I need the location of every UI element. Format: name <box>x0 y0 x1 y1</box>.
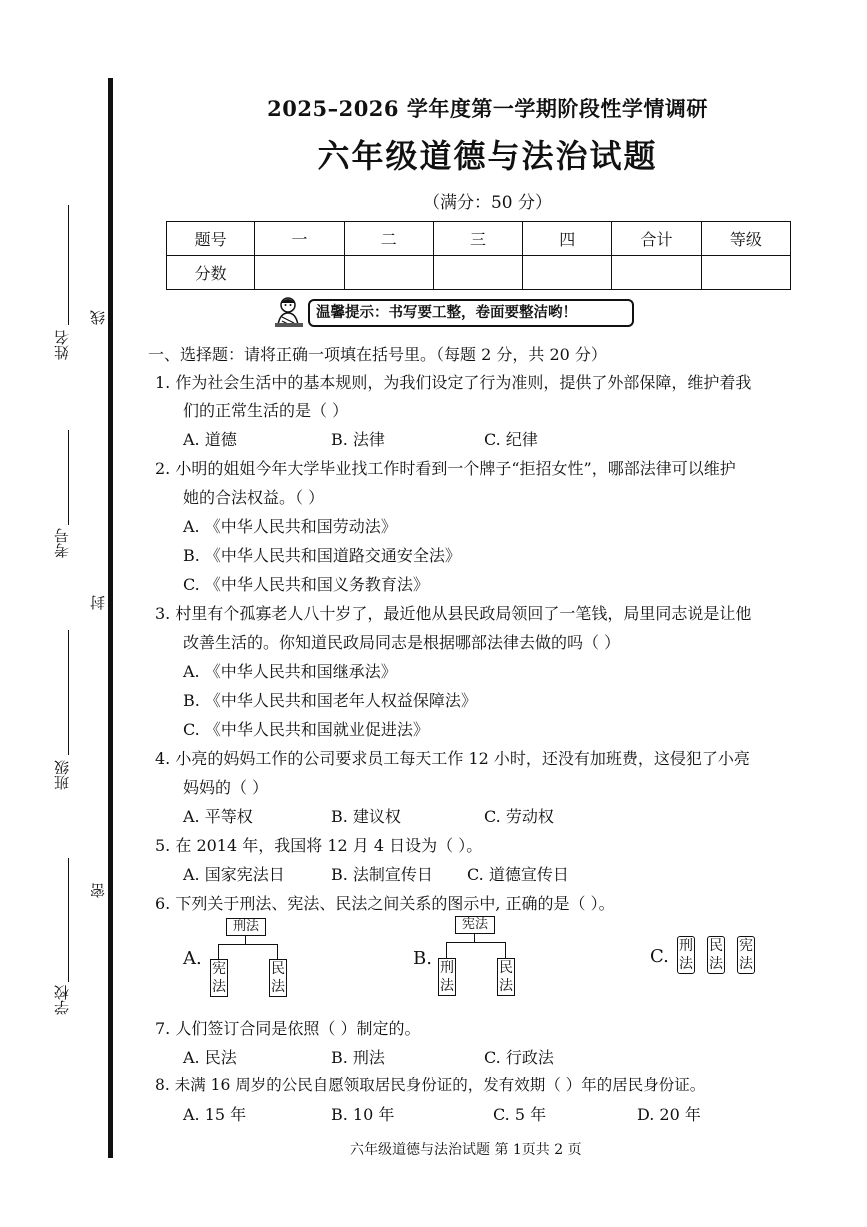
question-4-option-b[interactable]: B. 建议权 <box>331 807 401 826</box>
question-3-line-2: 改善生活的。你知道民政局同志是根据哪部法律去做的吗（ ） <box>183 633 621 652</box>
exam-no-blank[interactable] <box>68 430 69 525</box>
question-8-option-b[interactable]: B. 10 年 <box>331 1105 395 1124</box>
score-cell[interactable] <box>701 256 790 290</box>
score-cell[interactable] <box>344 256 433 290</box>
table-cell: 合计 <box>612 222 701 256</box>
score-table-score-row <box>167 256 791 290</box>
question-4-line-1: 4. 小亮的妈妈工作的公司要求员工每天工作 12 小时，还没有加班费，这侵犯了小亮 <box>155 749 750 768</box>
question-7-option-c[interactable]: C. 行政法 <box>484 1048 554 1067</box>
table-cell: 题号 <box>167 222 255 256</box>
question-6-line-1: 6. 下列关于刑法、宪法、民法之间关系的图示中, 正确的是（ ）。 <box>155 894 615 913</box>
name-blank[interactable] <box>68 205 69 325</box>
seal-word-seal: 封 <box>89 595 107 610</box>
seal-word-line: 线 <box>89 310 107 325</box>
section-heading: 一、选择题：请将正确一项填在括号里。（每题 2 分，共 20 分） <box>148 345 607 364</box>
question-4-line-2: 妈妈的（ ） <box>183 778 269 797</box>
question-2-option-c[interactable]: C. 《中华人民共和国义务教育法》 <box>183 575 429 594</box>
school-label: 学校 <box>53 985 71 1015</box>
diagram-b-left-box: 刑 法 <box>440 960 454 994</box>
full-score: （满分：50 分） <box>422 193 553 213</box>
diagram-c-box-2: 民 法 <box>709 938 723 972</box>
exam-title: 六年级道德与法治试题 <box>317 137 658 175</box>
question-2-option-b[interactable]: B. 《中华人民共和国道路交通安全法》 <box>183 546 461 565</box>
diagram-c-box-1: 刑 法 <box>679 938 693 972</box>
question-2-option-a[interactable]: A. 《中华人民共和国劳动法》 <box>183 517 397 536</box>
question-7-option-a[interactable]: A. 民法 <box>183 1048 237 1067</box>
question-1-option-b[interactable]: B. 法律 <box>331 430 385 449</box>
question-7-option-b[interactable]: B. 刑法 <box>331 1048 385 1067</box>
question-3-line-1: 3. 村里有个孤寡老人八十岁了，最近他从县民政局领回了一笔钱，局里同志说是让他 <box>155 604 752 623</box>
question-3-option-c[interactable]: C. 《中华人民共和国就业促进法》 <box>183 720 429 739</box>
question-6-option-a-label[interactable]: A. <box>183 948 202 969</box>
question-8-option-a[interactable]: A. 15 年 <box>183 1105 247 1124</box>
seal-word-secret: 密 <box>89 883 107 898</box>
question-4-option-c[interactable]: C. 劳动权 <box>484 807 554 826</box>
student-writing-icon <box>272 295 306 329</box>
question-5-line-1: 5. 在 2014 年，我国将 12 月 4 日设为（ ）。 <box>155 836 483 855</box>
question-8-line-1: 8. 未满 16 周岁的公民自愿领取居民身份证的，发有效期（ ）年的居民身份证。 <box>155 1076 706 1094</box>
question-1-line-1: 1. 作为社会生活中的基本规则，为我们设定了行为准则，提供了外部保障，维护着我 <box>155 373 752 392</box>
score-cell[interactable] <box>433 256 522 290</box>
question-6-option-c-label[interactable]: C. <box>650 946 669 967</box>
table-cell: 二 <box>344 222 433 256</box>
diagram-b-top-box: 宪法 <box>455 916 495 934</box>
question-5-option-c[interactable]: C. 道德宣传日 <box>467 865 569 884</box>
score-cell[interactable] <box>523 256 612 290</box>
question-3-option-a[interactable]: A. 《中华人民共和国继承法》 <box>183 662 397 681</box>
diagram-a-left-box: 宪 法 <box>212 961 226 995</box>
exam-subtitle: 2025–2026 学年度第一学期阶段性学情调研 <box>267 96 708 121</box>
diagram-b-right-box: 民 法 <box>499 960 513 994</box>
score-cell[interactable] <box>255 256 344 290</box>
score-table <box>166 221 791 290</box>
diagram-a-right-box: 民 法 <box>271 961 285 995</box>
question-8-option-c[interactable]: C. 5 年 <box>493 1105 547 1124</box>
question-8-option-d[interactable]: D. 20 年 <box>637 1105 701 1124</box>
question-5-option-a[interactable]: A. 国家宪法日 <box>183 865 285 884</box>
diagram-c-box-3: 宪 法 <box>739 938 753 972</box>
table-cell: 等级 <box>701 222 790 256</box>
question-2-line-1: 2. 小明的姐姐今年大学毕业找工作时看到一个牌子“拒招女性”，哪部法律可以维护 <box>155 459 736 478</box>
question-5-option-b[interactable]: B. 法制宣传日 <box>331 865 433 884</box>
table-cell: 四 <box>523 222 612 256</box>
page-footer: 六年级道德与法治试题 第 1页共 2 页 <box>350 1142 582 1158</box>
tip-text: 温馨提示：书写要工整，卷面要整洁哟！ <box>308 299 634 327</box>
class-label: 班级 <box>53 760 71 790</box>
table-cell: 一 <box>255 222 344 256</box>
question-3-option-b[interactable]: B. 《中华人民共和国老年人权益保障法》 <box>183 691 477 710</box>
question-1-line-2: 们的正常生活的是（ ） <box>183 401 349 420</box>
table-cell: 分数 <box>167 256 255 290</box>
table-cell: 三 <box>433 222 522 256</box>
question-2-line-2: 她的合法权益。（ ） <box>183 488 325 507</box>
score-table-header-row <box>167 222 791 256</box>
question-1-option-c[interactable]: C. 纪律 <box>484 430 538 449</box>
question-7-line-1: 7. 人们签订合同是依照（ ）制定的。 <box>155 1019 421 1038</box>
diagram-a-top-box: 刑法 <box>226 918 266 936</box>
binding-line <box>108 78 113 1158</box>
name-label: 姓名 <box>53 330 71 360</box>
class-blank[interactable] <box>68 630 69 755</box>
score-cell[interactable] <box>612 256 701 290</box>
question-1-option-a[interactable]: A. 道德 <box>183 430 237 449</box>
school-blank[interactable] <box>68 858 69 982</box>
question-4-option-a[interactable]: A. 平等权 <box>183 807 253 826</box>
question-6-option-b-label[interactable]: B. <box>413 948 432 969</box>
exam-no-label: 考号 <box>53 528 71 558</box>
